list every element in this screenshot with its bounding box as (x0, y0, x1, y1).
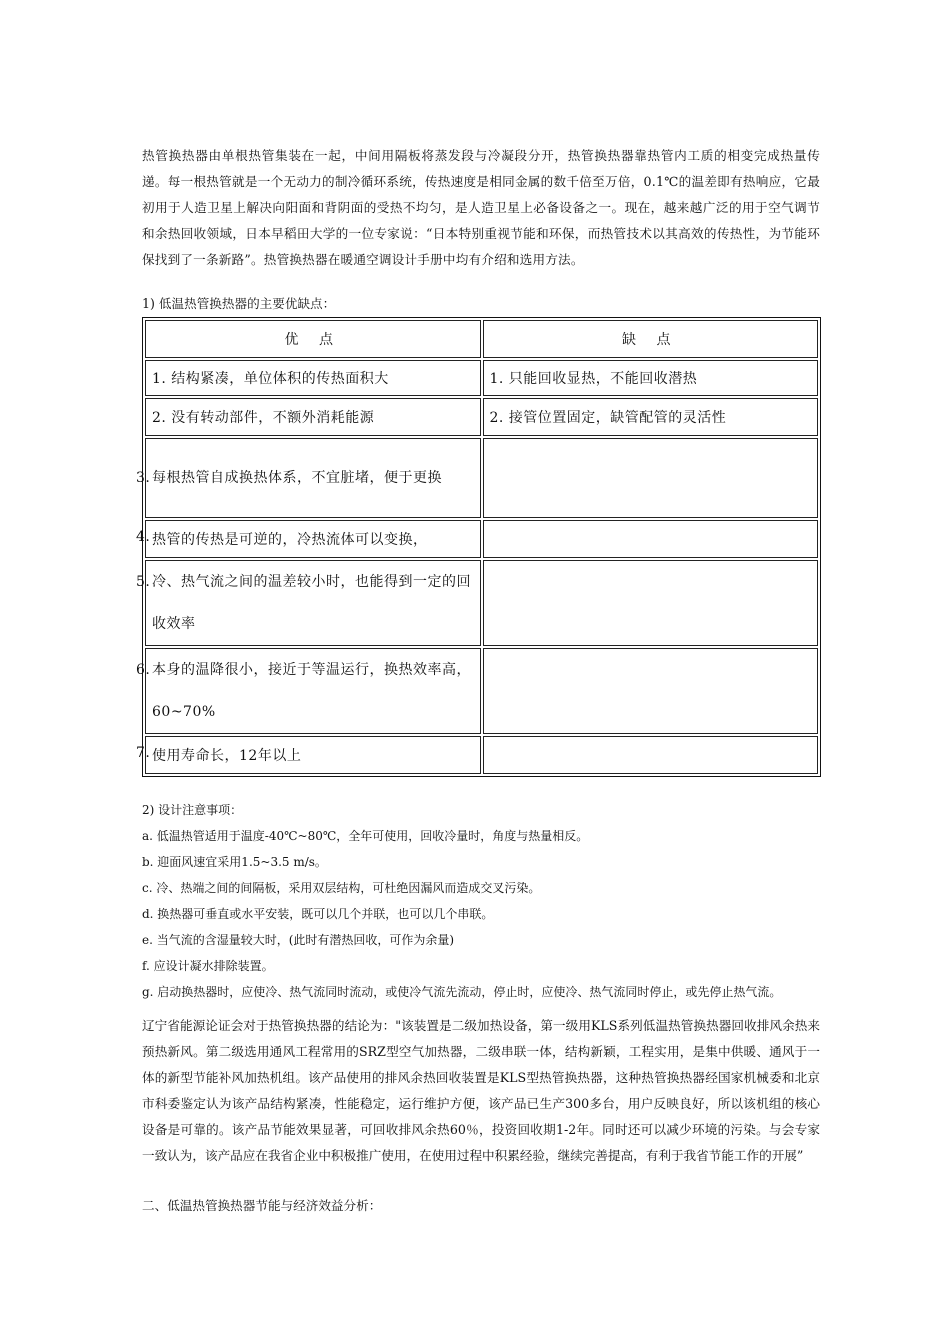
advantage-cell (136, 648, 481, 734)
pros-cons-table (136, 317, 821, 777)
design-notes-list (142, 797, 820, 1005)
table-row (145, 360, 818, 396)
list-item: f. 应设计凝水排除装置。 (142, 959, 274, 973)
item-number: 4. (136, 529, 151, 545)
advantage-cell (136, 520, 481, 558)
advantage-cell (136, 736, 481, 774)
list-item: d. 换热器可垂直或水平安装，既可以几个并联，也可以几个串联。 (142, 907, 494, 921)
advantage-cell (136, 560, 481, 646)
advantage-text: 冷、热气流之间的温差较小时，也能得到一定的回收效率 (152, 574, 471, 632)
table-row (145, 648, 818, 734)
advantage-cell (136, 438, 481, 518)
conclusion-paragraph: 辽宁省能源论证会对于热管换热器的结论为："该装置是二级加热设备，第一级用KLS系列低温热管换热器回收排风余热来预热新风。第二级选用通风工程常用的SRZ型空气加热器，二级串联一体，结构新颖，工程实用，是集中供暖、通风于一体的新型节能补风加热机组。该产品使用的排风余热回收装置是KLS型热管换热器，这种热管换热器经国家机械委和北京市科委鉴定认为该产品结构紧凑，性能稳定，运行维护方便，该产品已生产300多台，用户反映良好，所以该机组的核心设备是可靠的。该产品节能效果显著，可回收排风余热60％，投资回收期1-2年。同时还可以减少环境的污染。与会专家一致认为，该产品应在我省企业中积极推广使用，在使用过程中积累经验，继续完善提高，有利于我省节能工作的开展” (142, 1018, 820, 1163)
section1-title: 1) 低温热管换热器的主要优缺点： (142, 296, 336, 311)
advantage-cell: 2. 没有转动部件，不额外消耗能源 (145, 398, 481, 436)
disadvantage-cell (483, 736, 819, 774)
list-item: g. 启动换热器时，应使冷、热气流同时流动，或使冷气流先流动，停止时，应使冷、热气流同时停止，或先停止热气流。 (142, 985, 782, 999)
list-item: a. 低温热管适用于温度-40℃~80℃，全年可使用，回收冷量时，角度与热量相反。 (142, 829, 589, 843)
disadvantage-cell (483, 438, 819, 518)
disadvantage-cell: 1. 只能回收显热，不能回收潜热 (483, 360, 819, 396)
table-row (145, 398, 818, 436)
intro-paragraph: 热管换热器由单根热管集装在一起，中间用隔板将蒸发段与冷凝段分开，热管换热器靠热管内工质的相变完成热量传递。每一根热管就是一个无动力的制冷循环系统，传热速度是相同金属的数千倍至万倍，0.1℃的温差即有热响应，它最初用于人造卫星上解决向阳面和背阴面的受热不均匀，是人造卫星上必备设备之一。现在，越来越广泛的用于空气调节和余热回收领域，日本早稻田大学的一位专家说：“日本特别重视节能和环保，而热管技术以其高效的传热性，为节能环保找到了一条新路”。热管换热器在暖通空调设计手册中均有介绍和选用方法。 (142, 148, 820, 267)
item-number: 3. (136, 470, 151, 486)
disadvantage-cell (483, 648, 819, 734)
table-header-row (145, 320, 818, 358)
table-row (145, 736, 818, 774)
header-disadvantages: 缺 点 (483, 320, 819, 358)
item-number: 5. (136, 574, 151, 590)
advantage-text: 每根热管自成换热体系，不宜脏堵，便于更换 (152, 470, 442, 486)
list-item: b. 迎面风速宜采用1.5~3.5 m/s。 (142, 855, 327, 869)
table-row (145, 438, 818, 518)
item-number: 6. (136, 662, 151, 678)
advantage-text: 本身的温降很小，接近于等温运行，换热效率高，60~70% (152, 662, 471, 720)
list-item: c. 冷、热端之间的间隔板，采用双层结构，可杜绝因漏风而造成交叉污染。 (142, 881, 541, 895)
item-number: 7. (136, 745, 151, 761)
disadvantage-cell (483, 520, 819, 558)
table-row (145, 520, 818, 558)
advantage-text: 使用寿命长，12年以上 (152, 748, 302, 764)
disadvantage-cell (483, 560, 819, 646)
header-advantages: 优 点 (145, 320, 481, 358)
section2-heading: 二、低温热管换热器节能与经济效益分析： (142, 1198, 382, 1213)
advantage-cell: 1. 结构紧凑，单位体积的传热面积大 (145, 360, 481, 396)
list-item: e. 当气流的含湿量较大时，(此时有潜热回收，可作为余量) (142, 933, 455, 947)
table-row (145, 560, 818, 646)
advantage-text: 热管的传热是可逆的，冷热流体可以变换， (152, 532, 428, 548)
section2-design-title: 2) 设计注意事项： (142, 803, 243, 817)
disadvantage-cell: 2. 接管位置固定，缺管配管的灵活性 (483, 398, 819, 436)
